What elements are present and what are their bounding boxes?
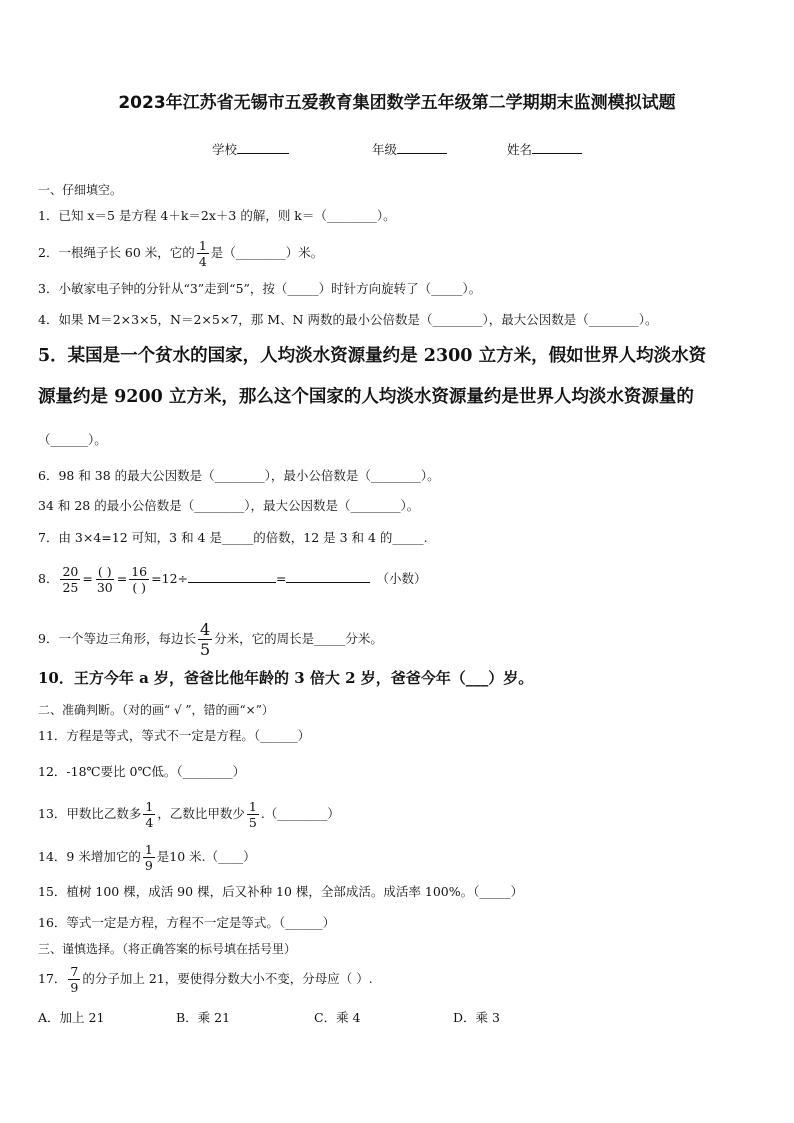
q13-mid: ，乙数比甲数少 — [157, 806, 245, 821]
grade-field[interactable] — [372, 140, 447, 158]
q13-fraction-2 — [247, 799, 259, 830]
q8-fraction-3 — [129, 564, 149, 595]
section-2-heading: 二、准确判断。（对的画“ √ ”，错的画“×”） — [38, 703, 274, 717]
q14-pre: 14．9 米增加它的 — [38, 849, 141, 864]
question-1: 1．已知 x＝5 是方程 4＋k＝2x＋3 的解，则 k＝（________）。 — [38, 208, 396, 223]
q13-pre: 13．甲数比乙数多 — [38, 806, 142, 821]
q9-den: 5 — [199, 640, 211, 659]
q14-num: 1 — [144, 842, 153, 857]
school-label: 学校 — [212, 142, 238, 157]
q13-f1-den: 4 — [145, 815, 154, 830]
question-10: 10．王方今年 a 岁，爸爸比他年龄的 3 倍大 2 岁，爸爸今年（___）岁。 — [38, 669, 534, 687]
q9-fraction — [198, 620, 212, 659]
school-field[interactable] — [212, 140, 289, 158]
section-1-heading: 一、仔细填空。 — [38, 183, 123, 197]
q8-eq-2: = — [116, 571, 128, 586]
q8-blank-1[interactable] — [188, 569, 276, 583]
grade-blank[interactable] — [397, 140, 447, 154]
page-title: 2023年江苏省无锡市五爱教育集团数学五年级第二学期期末监测模拟试题 — [118, 93, 676, 113]
q9-num: 4 — [199, 620, 211, 639]
q8-fraction-1 — [60, 564, 80, 595]
question-6-line-1: 6．98 和 38 的最大公因数是（________），最小公倍数是（________）。 — [38, 468, 440, 483]
q17-pre: 17． — [38, 971, 67, 986]
q2-pre: 2．一根绳子长 60 米，它的 — [38, 245, 195, 260]
option-b[interactable]: B．乘 21 — [176, 1010, 231, 1025]
school-blank[interactable] — [237, 140, 289, 154]
question-5-line-2: 源量约是 9200 立方米，那么这个国家的人均淡水资源量约是世界人均淡水资源量的 — [38, 387, 694, 407]
q8-post: （小数） — [376, 571, 427, 586]
q17-num: 7 — [70, 964, 79, 979]
question-8 — [38, 564, 427, 595]
option-a[interactable]: A．加上 21 — [38, 1010, 105, 1025]
q8-eq-1: = — [82, 571, 93, 586]
question-14 — [38, 842, 256, 873]
q8-f1-den: 25 — [62, 580, 79, 595]
q14-post: 是10 米.（____） — [156, 849, 256, 864]
question-15: 15．植树 100 棵，成活 90 棵，后又补种 10 棵，全部成活。成活率 100%。（_____） — [38, 884, 524, 899]
q14-fraction — [143, 842, 155, 873]
q13-f1-num: 1 — [145, 799, 154, 814]
option-c[interactable]: C．乘 4 — [314, 1010, 361, 1025]
q2-fraction — [197, 238, 209, 269]
q9-post: 分米，它的周长是_____分米。 — [214, 631, 383, 646]
q8-f2-den: 30 — [96, 580, 113, 595]
q2-num: 1 — [198, 238, 207, 253]
question-12: 12．-18℃要比 0℃低。（________） — [38, 764, 246, 779]
name-field[interactable] — [507, 140, 582, 158]
question-9 — [38, 620, 383, 659]
q8-f2-num: ( ) — [97, 564, 112, 579]
q8-blank-2[interactable] — [286, 569, 370, 583]
q8-f1-num: 20 — [62, 564, 79, 579]
name-label: 姓名 — [507, 142, 533, 157]
question-13 — [38, 799, 340, 830]
grade-label: 年级 — [372, 142, 398, 157]
q17-den: 9 — [70, 980, 79, 995]
question-3: 3．小敏家电子钟的分针从“3”走到“5”，按（_____）时针方向旋转了（_____）。 — [38, 281, 482, 296]
q8-rest: =12÷ — [151, 571, 188, 586]
question-17 — [38, 964, 373, 995]
q17-post: 的分子加上 21，要使得分数大小不变，分母应（ ）. — [82, 971, 373, 986]
question-5-line-3: （______）。 — [38, 432, 107, 447]
q2-post: 是（________）米。 — [210, 245, 324, 260]
q8-f3-num: 16 — [131, 564, 148, 579]
q2-den: 4 — [198, 254, 207, 269]
q13-f2-num: 1 — [248, 799, 257, 814]
question-5-line-1: 5．某国是一个贫水的国家，人均淡水资源量约是 2300 立方米，假如世界人均淡水资 — [38, 346, 707, 366]
q13-post: .（________） — [260, 806, 340, 821]
q8-pre: 8． — [38, 571, 59, 586]
q8-fraction-2 — [95, 564, 115, 595]
option-d[interactable]: D．乘 3 — [453, 1010, 500, 1025]
q8-f3-den: ( ) — [132, 580, 147, 595]
section-3-heading: 三、谨慎选择。（将正确答案的标号填在括号里） — [38, 942, 297, 956]
q14-den: 9 — [144, 858, 153, 873]
q9-pre: 9．一个等边三角形，每边长 — [38, 631, 196, 646]
q8-eq-3: = — [276, 571, 287, 586]
question-6-line-2: 34 和 28 的最小公倍数是（________），最大公因数是（________）。 — [38, 498, 420, 513]
question-7: 7．由 3×4=12 可知，3 和 4 是_____的倍数，12 是 3 和 4 的_____. — [38, 530, 428, 545]
q17-fraction — [68, 964, 80, 995]
q13-f2-den: 5 — [248, 815, 257, 830]
question-2 — [38, 238, 323, 269]
q13-fraction-1 — [143, 799, 155, 830]
question-16: 16．等式一定是方程，方程不一定是等式。（______） — [38, 915, 336, 930]
question-11: 11．方程是等式，等式不一定是方程。（______） — [38, 728, 311, 743]
name-blank[interactable] — [532, 140, 582, 154]
question-4: 4．如果 M＝2×3×5，N＝2×5×7，那 M、N 两数的最小公倍数是（________），最大公因数是（________）。 — [38, 312, 658, 327]
